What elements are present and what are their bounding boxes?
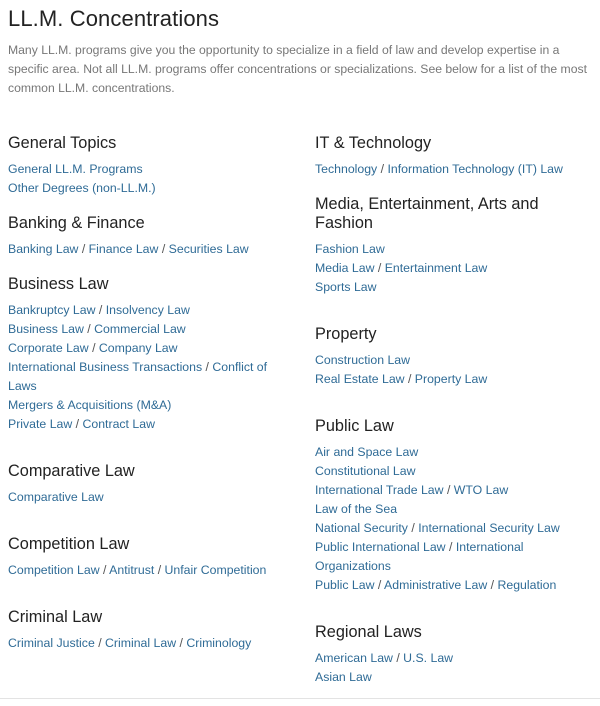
intro-text: Many LL.M. programs give you the opportunity to specialize in a field of law and develop expertise in a specific area. Not all LL.M. programs offer concentrations or specializations. See below for a list of the most common LL.M. concentrations. xyxy=(8,43,587,95)
list-item xyxy=(8,179,298,198)
link-national-security[interactable]: National Security xyxy=(315,521,408,535)
link-separator: / xyxy=(392,651,404,665)
link-international-trade-law[interactable]: International Trade Law xyxy=(315,483,444,497)
link-other-degrees-non-ll-m[interactable]: Other Degrees (non-LL.M.) xyxy=(8,181,156,195)
list-item xyxy=(315,538,598,576)
link-separator: / xyxy=(407,521,419,535)
link-commercial-law[interactable]: Commercial Law xyxy=(94,322,186,336)
link-technology[interactable]: Technology xyxy=(315,162,378,176)
list-item xyxy=(8,339,298,358)
link-air-and-space-law[interactable]: Air and Space Law xyxy=(315,445,419,459)
link-separator: / xyxy=(154,563,165,577)
link-international-security-law[interactable]: International Security Law xyxy=(418,521,560,535)
section-heading: Public Law xyxy=(315,417,394,435)
right-column xyxy=(315,134,598,687)
list-item xyxy=(315,278,598,297)
link-criminal-law[interactable]: Criminal Law xyxy=(105,636,177,650)
link-criminal-justice[interactable]: Criminal Justice xyxy=(8,636,95,650)
link-list xyxy=(8,634,298,653)
link-real-estate-law[interactable]: Real Estate Law xyxy=(315,372,405,386)
list-item xyxy=(315,576,598,595)
link-list xyxy=(315,351,598,389)
link-separator: / xyxy=(374,261,385,275)
link-separator: / xyxy=(72,417,83,431)
link-list xyxy=(315,443,598,595)
section-business-law xyxy=(8,275,298,434)
list-item xyxy=(315,668,598,687)
list-item xyxy=(315,481,598,500)
link-company-law[interactable]: Company Law xyxy=(98,341,178,355)
link-comparative-law[interactable]: Comparative Law xyxy=(8,490,104,504)
list-item xyxy=(315,519,598,538)
link-separator: / xyxy=(78,242,89,256)
link-separator: / xyxy=(404,372,415,386)
section-heading: General Topics xyxy=(8,134,117,152)
list-item xyxy=(315,649,598,668)
link-international-organizations[interactable]: International Organizations xyxy=(315,540,524,573)
link-private-law[interactable]: Private Law xyxy=(8,417,73,431)
divider xyxy=(0,698,600,699)
link-business-law[interactable]: Business Law xyxy=(8,322,84,336)
section-media-entertainment-arts-and-fashion xyxy=(315,195,598,297)
list-item xyxy=(315,500,598,519)
link-separator: / xyxy=(445,540,456,554)
link-separator: / xyxy=(94,636,106,650)
link-property-law[interactable]: Property Law xyxy=(414,372,488,386)
link-constitutional-law[interactable]: Constitutional Law xyxy=(315,464,416,478)
list-item xyxy=(8,320,298,339)
link-separator: / xyxy=(443,483,454,497)
section-competition-law xyxy=(8,535,298,580)
link-list xyxy=(8,561,298,580)
section-comparative-law xyxy=(8,462,298,507)
list-item xyxy=(315,259,598,278)
page-title: LL.M. Concentrations xyxy=(8,6,220,31)
link-list xyxy=(315,160,598,179)
section-heading: Competition Law xyxy=(8,535,130,553)
link-regulation[interactable]: Regulation xyxy=(497,578,557,592)
list-item xyxy=(315,370,598,389)
link-fashion-law[interactable]: Fashion Law xyxy=(315,242,385,256)
link-separator: / xyxy=(88,341,99,355)
list-item xyxy=(315,240,598,259)
link-list xyxy=(8,160,298,198)
list-item xyxy=(8,358,298,396)
link-international-business-transactions[interactable]: International Business Transactions xyxy=(8,360,203,374)
link-construction-law[interactable]: Construction Law xyxy=(315,353,411,367)
list-item xyxy=(315,160,598,179)
section-regional-laws xyxy=(315,623,598,687)
list-item xyxy=(8,396,298,415)
link-securities-law[interactable]: Securities Law xyxy=(168,242,249,256)
link-american-law[interactable]: American Law xyxy=(315,651,393,665)
link-law-of-the-sea[interactable]: Law of the Sea xyxy=(315,502,398,516)
link-separator: / xyxy=(374,578,385,592)
link-bankruptcy-law[interactable]: Bankruptcy Law xyxy=(8,303,96,317)
link-list xyxy=(8,301,298,434)
link-separator: / xyxy=(487,578,498,592)
link-banking-law[interactable]: Banking Law xyxy=(8,242,79,256)
link-competition-law[interactable]: Competition Law xyxy=(8,563,100,577)
section-heading: Banking & Finance xyxy=(8,214,145,232)
link-contract-law[interactable]: Contract Law xyxy=(82,417,155,431)
link-mergers-and-acquisitions-manda[interactable]: Mergers & Acquisitions (M&A) xyxy=(8,398,172,412)
link-antitrust[interactable]: Antitrust xyxy=(109,563,155,577)
link-separator: / xyxy=(95,303,106,317)
link-separator: / xyxy=(176,636,187,650)
link-media-law[interactable]: Media Law xyxy=(315,261,375,275)
list-item xyxy=(8,561,298,580)
link-list xyxy=(8,240,298,259)
section-heading: Regional Laws xyxy=(315,623,422,641)
link-unfair-competition[interactable]: Unfair Competition xyxy=(164,563,267,577)
link-separator: / xyxy=(377,162,388,176)
link-administrative-law[interactable]: Administrative Law xyxy=(384,578,488,592)
link-separator: / xyxy=(158,242,169,256)
section-heading: Criminal Law xyxy=(8,608,103,626)
link-list xyxy=(315,240,598,297)
link-u-s-law[interactable]: U.S. Law xyxy=(403,651,454,665)
list-item xyxy=(315,351,598,370)
link-asian-law[interactable]: Asian Law xyxy=(315,670,372,684)
list-item xyxy=(315,443,598,462)
list-item xyxy=(315,462,598,481)
link-wto-law[interactable]: WTO Law xyxy=(453,483,509,497)
link-conflict-of-laws[interactable]: Conflict of Laws xyxy=(8,360,268,393)
section-heading: Business Law xyxy=(8,275,109,293)
link-separator: / xyxy=(99,563,110,577)
list-item xyxy=(8,160,298,179)
list-item xyxy=(8,240,298,259)
link-corporate-law[interactable]: Corporate Law xyxy=(8,341,89,355)
section-heading: Property xyxy=(315,325,377,343)
list-item xyxy=(8,634,298,653)
section-heading: Media, Entertainment, Arts and Fashion xyxy=(315,195,539,232)
link-separator: / xyxy=(83,322,95,336)
link-public-law[interactable]: Public Law xyxy=(315,578,375,592)
section-heading: Comparative Law xyxy=(8,462,135,480)
section-property xyxy=(315,325,598,389)
section-it-and-technology xyxy=(315,134,598,179)
section-general-topics xyxy=(8,134,298,198)
link-list xyxy=(315,649,598,687)
left-column xyxy=(8,134,298,653)
link-information-technology-it-law[interactable]: Information Technology (IT) Law xyxy=(387,162,563,176)
list-item xyxy=(8,415,298,434)
link-list xyxy=(8,488,298,507)
section-public-law xyxy=(315,417,598,595)
link-entertainment-law[interactable]: Entertainment Law xyxy=(384,261,488,275)
section-banking-and-finance xyxy=(8,214,298,259)
link-insolvency-law[interactable]: Insolvency Law xyxy=(105,303,190,317)
list-item xyxy=(8,301,298,320)
link-sports-law[interactable]: Sports Law xyxy=(315,280,377,294)
link-separator: / xyxy=(202,360,213,374)
link-general-ll-m-programs[interactable]: General LL.M. Programs xyxy=(8,162,143,176)
link-public-international-law[interactable]: Public International Law xyxy=(315,540,446,554)
section-heading: IT & Technology xyxy=(315,134,432,152)
section-criminal-law xyxy=(8,608,298,653)
list-item xyxy=(8,488,298,507)
link-criminology[interactable]: Criminology xyxy=(186,636,252,650)
link-finance-law[interactable]: Finance Law xyxy=(88,242,159,256)
